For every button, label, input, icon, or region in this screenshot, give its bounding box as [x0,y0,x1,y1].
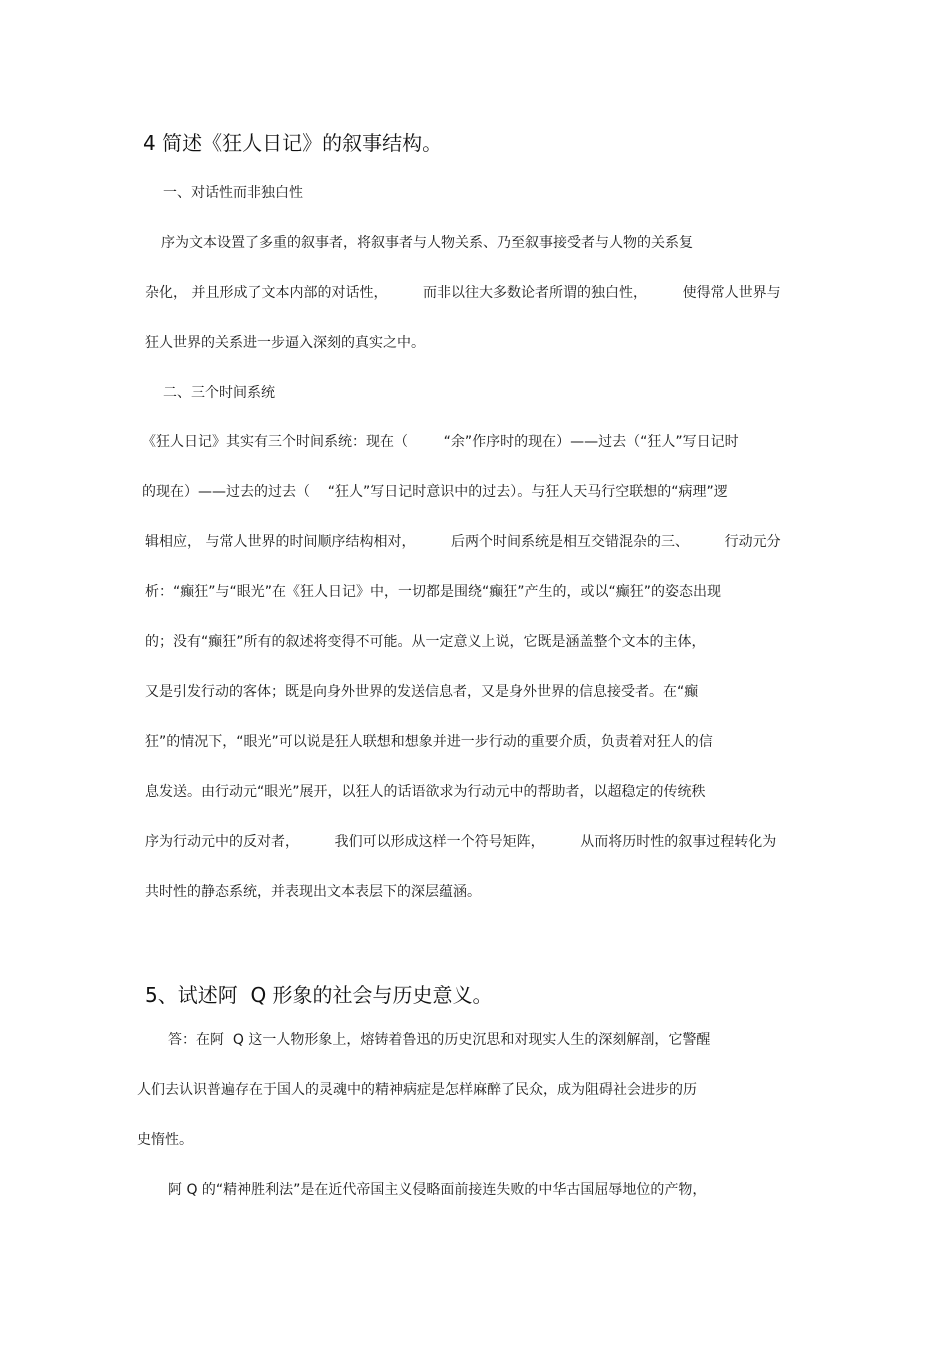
paragraph-line: 阿 Q 的“精神胜利法”是在近代帝国主义侵略面前接连失败的中华古国屈辱地位的产物， [168,1182,707,1198]
paragraph-line: 序为文本设置了多重的叙事者，将叙事者与人物关系、乃至叙事接受者与人物的关系复 [161,235,693,251]
section-5-heading: 5、试述阿 Q 形象的社会与历史意义。 [145,983,493,1007]
paragraph-line: 析：“癫狂”与“眼光”在《狂人日记》中，一切都是围绕“癫狂”产生的，或以“癫狂”的姿态出现 [145,584,722,600]
paragraph-line: 答：在阿 Q 这一人物形象上，熔铸着鲁迅的历史沉思和对现实人生的深刻解剖，它警醒 [168,1032,711,1048]
paragraph-line: 序为行动元中的反对者， 我们可以形成这样一个符号矩阵， 从而将历时性的叙事过程转化为 [145,834,777,850]
paragraph-line: 狂人世界的关系进一步逼入深刻的真实之中。 [145,335,425,351]
section-4-subheading-1: 一、对话性而非独白性 [163,185,303,201]
section-4-heading: 4 简述《狂人日记》的叙事结构。 [143,131,443,155]
paragraph-line: 息发送。由行动元“眼光”展开，以狂人的话语欲求为行动元中的帮助者，以超稳定的传统秩 [145,784,706,800]
paragraph-line: 杂化， 并且形成了文本内部的对话性， 而非以往大多数论者所谓的独白性， 使得常人世界与 [145,285,781,301]
paragraph-line: 人们去认识普遍存在于国人的灵魂中的精神病症是怎样麻醉了民众，成为阻碍社会进步的历 [137,1082,697,1098]
section-4-subheading-2: 二、三个时间系统 [163,385,275,401]
paragraph-line: 史惰性。 [137,1132,193,1148]
paragraph-line: 《狂人日记》其实有三个时间系统：现在（ “余”作序时的现在）——过去（“狂人”写日记时 [142,434,739,450]
paragraph-line: 的现在）——过去的过去（ “狂人”写日记时意识中的过去）。与狂人天马行空联想的“病理”逻 [142,484,728,500]
paragraph-line: 共时性的静态系统，并表现出文本表层下的深层蕴涵。 [145,884,481,900]
paragraph-line: 狂”的情况下，“眼光”可以说是狂人联想和想象并进一步行动的重要介质，负责着对狂人的信 [145,734,713,750]
paragraph-line: 又是引发行动的客体；既是向身外世界的发送信息者，又是身外世界的信息接受者。在“癫 [145,684,699,700]
paragraph-line: 的；没有“癫狂”所有的叙述将变得不可能。从一定意义上说，它既是涵盖整个文本的主体， [145,634,706,650]
paragraph-line: 辑相应， 与常人世界的时间顺序结构相对， 后两个时间系统是相互交错混杂的三、 行动元分 [145,534,781,550]
